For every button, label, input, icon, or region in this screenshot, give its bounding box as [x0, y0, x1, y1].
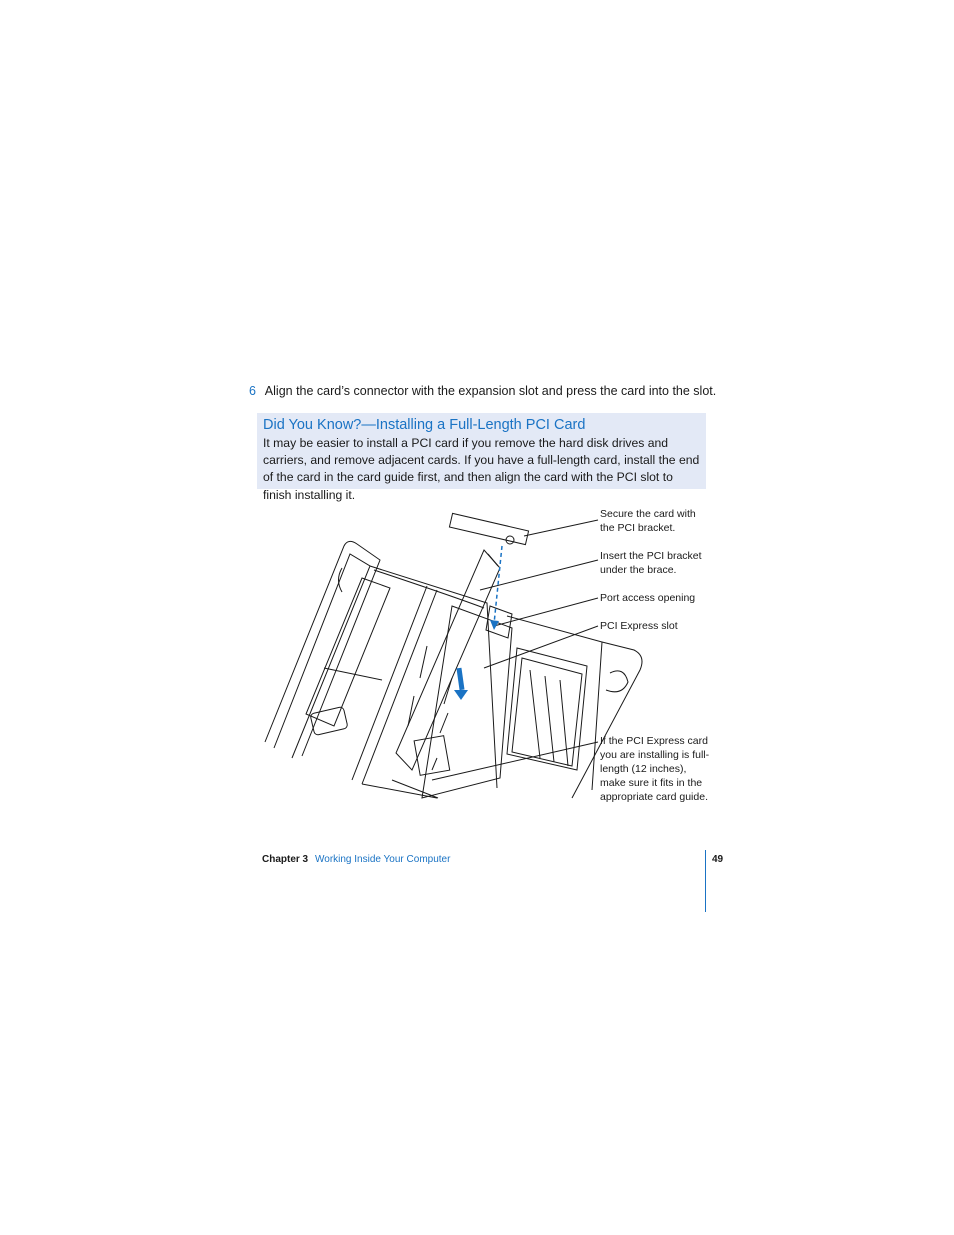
insertion-arrow-solid-head: [454, 690, 468, 700]
label-pci-slot: PCI Express slot: [600, 620, 678, 632]
leader-line-bracket: [524, 520, 598, 536]
footer-divider: [705, 850, 706, 912]
label-port-access: Port access opening: [600, 592, 696, 604]
step-number: 6: [249, 384, 256, 398]
footer-chapter-title[interactable]: Working Inside Your Computer: [315, 854, 451, 865]
label-insert-bracket: Insert the PCI bracket under the brace.: [600, 550, 702, 576]
leader-line-card-guide: [432, 742, 598, 780]
did-you-know-callout: [257, 413, 706, 502]
footer-chapter: Chapter 3: [262, 854, 309, 865]
case-left-panel: [265, 541, 380, 756]
leader-line-slot: [484, 626, 598, 668]
label-secure-bracket: Secure the card with the PCI bracket.: [600, 508, 696, 534]
callout-title: Did You Know?—Installing a Full-Length PCI Card: [263, 417, 586, 433]
leader-line-brace: [480, 560, 598, 590]
callout-body: It may be easier to install a PCI card if you remove the hard disk drives and carriers, and remove adjacent cards. If you have a full-length card, install the end of the card in the card guide first, and then align the card with the PCI slot to finish installing it.: [263, 436, 700, 502]
leader-line-port: [494, 598, 598, 626]
step-6: [249, 383, 716, 399]
insertion-arrow-solid: [456, 668, 464, 690]
label-card-guide: If the PCI Express card you are installing is full-length (12 inches), make sure it fits in the appropriate card guide.: [600, 735, 710, 803]
pci-bracket: [449, 513, 528, 544]
page-number: 49: [712, 854, 724, 865]
step-text: Align the card’s connector with the expansion slot and press the card into the slot.: [264, 384, 717, 398]
